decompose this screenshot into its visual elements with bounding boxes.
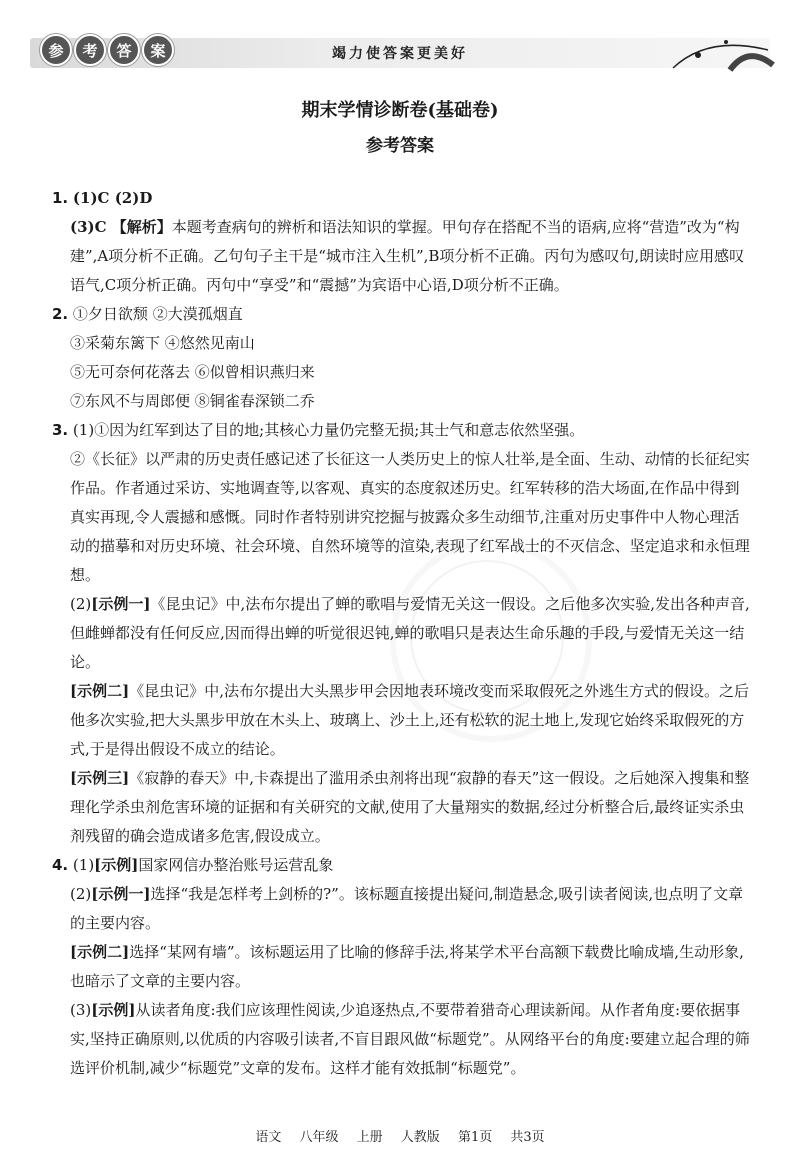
q4-part2-example1 [52, 880, 752, 938]
q2-line [52, 300, 752, 329]
example-tag: [示例一] [91, 595, 151, 613]
q1-analysis [52, 213, 752, 300]
example-body: 选择“某网有墙”。该标题运用了比喻的修辞手法,将某学术平台高额下载费比喻成墙,生动形象,也暗示了文章的主要内容。 [70, 943, 744, 990]
footer-grade: 八年级 [299, 1130, 339, 1145]
part-prefix: (2) [70, 885, 92, 903]
q4-part3 [52, 996, 752, 1083]
example-tag: [示例二] [70, 943, 130, 961]
example-body: 《寂静的春天》中,卡森提出了滥用杀虫剂将出现“寂静的春天”这一假设。之后她深入搜集和整理化学杀虫剂危害环境的证据和有关研究的文献,使用了大量翔实的数据,经过分析整合后,最终证实杀虫剂残留的确会造成诸多危害,假设成立。 [70, 769, 750, 845]
q3-line [52, 416, 752, 445]
footer-page: 第1页 [457, 1130, 493, 1145]
example-tag: [示例一] [91, 885, 151, 903]
decorative-swoosh-icon [668, 30, 778, 75]
q1-answers: (1)C (2)D [72, 189, 153, 207]
page-subtitle: 参考答案 [366, 136, 434, 156]
question-number: 4. [52, 856, 69, 874]
footer-subject: 语文 [255, 1130, 282, 1145]
page-footer [0, 1126, 800, 1145]
part-prefix: (2) [70, 595, 92, 613]
example-body: 从读者角度:我们应该理性阅读,少追逐热点,不要带着猎奇心理读新闻。从作者角度:要依据事实,坚持正确原则,以优质的内容吸引读者,不盲目跟风做“标题党”。从网络平台的角度:要建立起合理的筛选评价机制,减少“标题党”文章的发布。这样才能有效抵制“标题党”。 [70, 1001, 750, 1077]
badge-char: 答 [108, 34, 140, 66]
q1-analysis-body: 本题考查病句的辨析和语法知识的掌握。甲句存在搭配不当的语病,应将“营造”改为“构建”,A项分析不正确。乙句句子主干是“城市注入生机”,B项分析不正确。丙句为感叹句,朗读时应用感叹语气,C项分析正确。丙句中“享受”和“震撼”为宾语中心语,D项分析不正确。 [70, 218, 745, 294]
footer-edition: 人教版 [400, 1130, 440, 1145]
example-body: 国家网信办整治账号运营乱象 [138, 856, 334, 874]
q4-part2-example2 [52, 938, 752, 996]
q1-analysis-head: (3)C 【解析】 [70, 218, 172, 236]
question-number: 1. [52, 189, 69, 207]
q4-line [52, 851, 752, 880]
q3-example1 [52, 590, 752, 677]
part-prefix: (3) [70, 1001, 92, 1019]
badge-char: 案 [142, 34, 174, 66]
example-tag: [示例] [94, 856, 139, 874]
question-number: 2. [52, 305, 69, 323]
header-slogan: 竭力使答案更美好 [332, 46, 468, 62]
page-header [0, 0, 800, 80]
page-title: 期末学情诊断卷(基础卷) [301, 100, 499, 121]
q2-answer: ⑤无可奈何花落去 ⑥似曾相识燕归来 [70, 363, 315, 381]
footer-term: 上册 [356, 1130, 383, 1145]
example-body: 《昆虫记》中,法布尔提出了蝉的歌唱与爱情无关这一假设。之后他多次实验,发出各种声音,但雌蝉都没有任何反应,因而得出蝉的听觉很迟钝,蝉的歌唱只是表达生命乐趣的手段,与爱情无关这一结论。 [70, 595, 750, 671]
q2-answer: ①夕日欲颓 ②大漠孤烟直 [72, 305, 243, 323]
q3-example2 [52, 677, 752, 764]
example-tag: [示例三] [70, 769, 130, 787]
badge-char: 参 [40, 34, 72, 66]
example-body: 《昆虫记》中,法布尔提出大头黑步甲会因地表环境改变而采取假死之外逃生方式的假设。之后他多次实验,把大头黑步甲放在木头上、玻璃上、沙土上,还有松软的泥土地上,发现它始终采取假死的方式,于是得出假设不成立的结论。 [70, 682, 749, 758]
part-prefix: (1) [72, 856, 95, 874]
example-tag: [示例二] [70, 682, 130, 700]
footer-total: 共3页 [510, 1130, 545, 1145]
q2-answer: ③采菊东篱下 ④悠然见南山 [70, 334, 255, 352]
q3-part1: (1)①因为红军到达了目的地;其核心力量仍完整无损;其士气和意志依然坚强。 [72, 421, 585, 439]
q1-line1 [52, 184, 752, 213]
q2-answer: ⑦东风不与周郎便 ⑧铜雀春深锁二乔 [70, 392, 315, 410]
example-body: 选择“我是怎样考上剑桥的?”。该标题直接提出疑问,制造悬念,吸引读者阅读,也点明了文章的主要内容。 [70, 885, 744, 932]
answer-content [52, 184, 752, 1083]
q3-example3 [52, 764, 752, 851]
badge-char: 考 [74, 34, 106, 66]
question-number: 3. [52, 421, 69, 439]
example-tag: [示例] [91, 1001, 136, 1019]
q3-part2: ②《长征》以严肃的历史责任感记述了长征这一人类历史上的惊人壮举,是全面、生动、动情的长征纪实作品。作者通过采访、实地调查等,以客观、真实的态度叙述历史。红军转移的浩大场面,在作品中得到真实再现,令人震撼和感慨。同时作者特别讲究挖掘与披露众多生动细节,注重对历史事件中人物心理活动的描摹和对历史环境、社会环境、自然环境等的渲染,表现了红军战士的不灭信念、坚定追求和永恒理想。 [70, 450, 750, 584]
